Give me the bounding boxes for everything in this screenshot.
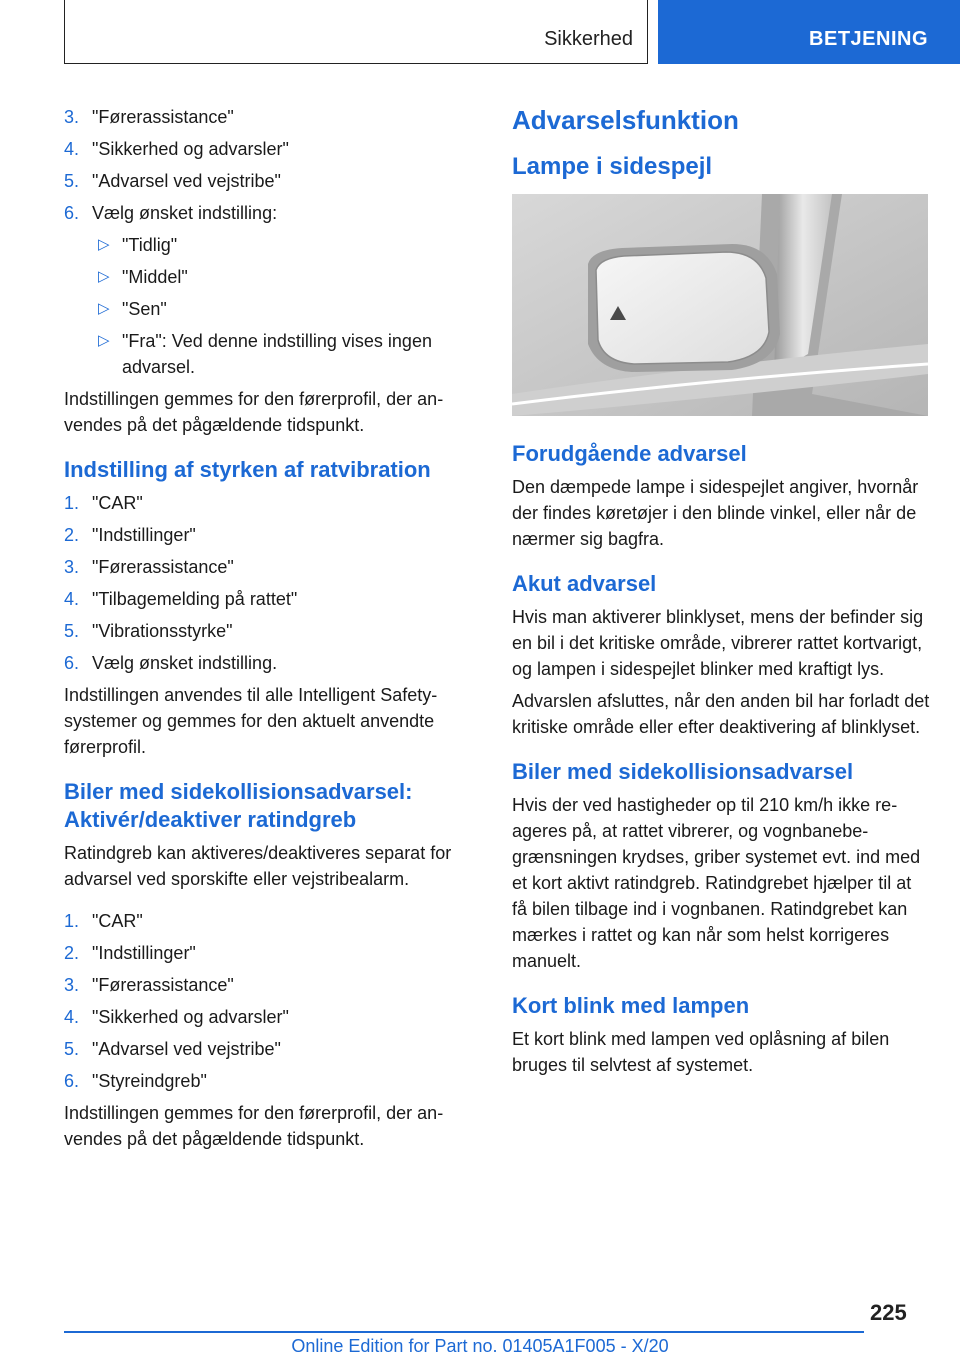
paragraph: Et kort blink med lampen ved oplåsning af bilen bruges til selvtest af systemet. bbox=[512, 1029, 890, 1075]
list-item bbox=[64, 554, 476, 580]
step-number: 2. bbox=[64, 525, 80, 545]
step-text: "Indstillinger" bbox=[92, 525, 196, 545]
list-item bbox=[64, 1068, 476, 1094]
list-item bbox=[64, 908, 476, 934]
paragraph: Advarslen afsluttes, når den anden bil har forladt det kritiske område eller efter deaktivering af blinklyset. bbox=[512, 691, 930, 737]
step-text: Vælg ønsket indstilling: bbox=[92, 203, 278, 223]
right-column bbox=[512, 104, 930, 1084]
list-item bbox=[64, 328, 476, 380]
list-item bbox=[64, 1036, 476, 1062]
option-text: "Sen" bbox=[122, 299, 167, 319]
step-text: "Førerassistance" bbox=[92, 975, 234, 995]
steps-list-c bbox=[64, 908, 476, 1094]
option-text: "Tidlig" bbox=[122, 235, 178, 255]
list-item bbox=[64, 972, 476, 998]
section-heading: Biler med sidekollisionsadvarsel: Aktivér/deaktiver ratindgreb bbox=[64, 779, 413, 832]
section-heading: Kort blink med lampen bbox=[512, 993, 750, 1018]
step-text: "Vibrationsstyrke" bbox=[92, 621, 233, 641]
paragraph: Den dæmpede lampe i sidespejlet angiver, hvornår der findes køretøjer i den blinde vinkel, eller når de nærmer sig bagfra. bbox=[512, 477, 919, 549]
paragraph: Hvis man aktiverer blinklyset, mens der befinder sig en bil i det kritiske område, vibrerer rattet kortvarigt, og lampen i sidespejlet blinker med kraftigt lys. bbox=[512, 607, 924, 679]
step-number: 5. bbox=[64, 171, 80, 191]
chapter-tab-label: BETJENING bbox=[809, 28, 928, 50]
step-text: "Advarsel ved vejstribe" bbox=[92, 171, 281, 191]
step-text: "Sikkerhed og advarsler" bbox=[92, 1007, 289, 1027]
list-item bbox=[64, 1004, 476, 1030]
side-mirror-illustration bbox=[512, 194, 928, 416]
option-list bbox=[64, 232, 476, 380]
footer-divider bbox=[64, 1331, 864, 1333]
list-item bbox=[64, 136, 476, 162]
list-item bbox=[64, 200, 476, 226]
step-text: Vælg ønsket indstilling. bbox=[92, 653, 278, 673]
list-item bbox=[64, 940, 476, 966]
list-item bbox=[64, 586, 476, 612]
step-number: 1. bbox=[64, 911, 80, 931]
step-text: "Førerassistance" bbox=[92, 107, 234, 127]
header-section-box bbox=[64, 0, 648, 64]
paragraph: Indstillingen anvendes til alle Intelligent Safety-systemer og gemmes for den aktuelt anvendte førerprofil. bbox=[64, 685, 438, 757]
list-item bbox=[64, 264, 476, 290]
subsection-title: Lampe i sidespejl bbox=[512, 153, 713, 180]
edition-footer: Online Edition for Part no. 01405A1F005 - X/20 bbox=[291, 1336, 669, 1356]
triangle-bullet-icon: ▷ bbox=[98, 300, 110, 317]
step-number: 4. bbox=[64, 1007, 80, 1027]
step-text: "Tilbagemelding på rattet" bbox=[92, 589, 298, 609]
left-column bbox=[64, 104, 476, 1158]
list-item bbox=[64, 650, 476, 676]
steps-list-b bbox=[64, 490, 476, 676]
section-heading: Biler med sidekollisionsadvarsel bbox=[512, 759, 854, 784]
triangle-bullet-icon: ▷ bbox=[98, 268, 110, 285]
paragraph: Ratindgreb kan aktiveres/deaktiveres separat for advarsel ved sporskifte eller vejstribealarm. bbox=[64, 843, 452, 889]
section-heading: Forudgående advarsel bbox=[512, 441, 747, 466]
steps-list-a bbox=[64, 104, 476, 226]
option-text: "Middel" bbox=[122, 267, 188, 287]
chapter-tab bbox=[658, 0, 960, 64]
step-text: "CAR" bbox=[92, 493, 143, 513]
list-item bbox=[64, 490, 476, 516]
list-item bbox=[64, 522, 476, 548]
list-item bbox=[64, 618, 476, 644]
step-text: "Førerassistance" bbox=[92, 557, 234, 577]
step-number: 6. bbox=[64, 203, 80, 223]
step-number: 2. bbox=[64, 943, 80, 963]
paragraph: Hvis der ved hastigheder op til 210 km/h ikke reageres på, at rattet vibrerer, og vognbanebegrænsningen krydses, griber systemet evt. ind med et kort aktivt ratindgreb. Ratindgrebet hjælper til at få bilen tilbage ind i vognbanen. Ratindgrebet kan mærkes i rattet og kan når som helst korrigeres manuelt. bbox=[512, 795, 921, 971]
section-heading: Akut advarsel bbox=[512, 571, 657, 596]
list-item bbox=[64, 168, 476, 194]
list-item bbox=[64, 232, 476, 258]
paragraph: Indstillingen gemmes for den førerprofil, der anvendes på det pågældende tidspunkt. bbox=[64, 389, 444, 435]
section-heading: Indstilling af styrken af ratvibration bbox=[64, 457, 431, 482]
step-text: "Indstillinger" bbox=[92, 943, 196, 963]
triangle-bullet-icon: ▷ bbox=[98, 332, 110, 349]
option-text: "Fra": Ved denne indstilling vises ingen advarsel. bbox=[122, 331, 432, 377]
page-title: Advarselsfunktion bbox=[512, 105, 739, 135]
list-item bbox=[64, 104, 476, 130]
step-number: 6. bbox=[64, 653, 80, 673]
step-number: 3. bbox=[64, 557, 80, 577]
triangle-bullet-icon: ▷ bbox=[98, 236, 110, 253]
step-text: "Advarsel ved vejstribe" bbox=[92, 1039, 281, 1059]
step-number: 3. bbox=[64, 975, 80, 995]
step-number: 5. bbox=[64, 621, 80, 641]
step-text: "CAR" bbox=[92, 911, 143, 931]
section-title: Sikkerhed bbox=[544, 28, 633, 50]
paragraph: Indstillingen gemmes for den førerprofil, der anvendes på det pågældende tidspunkt. bbox=[64, 1103, 444, 1149]
step-text: "Sikkerhed og advarsler" bbox=[92, 139, 289, 159]
step-number: 4. bbox=[64, 589, 80, 609]
page-number: 225 bbox=[870, 1300, 907, 1325]
list-item bbox=[64, 296, 476, 322]
step-number: 3. bbox=[64, 107, 80, 127]
step-number: 6. bbox=[64, 1071, 80, 1091]
step-number: 5. bbox=[64, 1039, 80, 1059]
step-number: 4. bbox=[64, 139, 80, 159]
step-number: 1. bbox=[64, 493, 80, 513]
step-text: "Styreindgreb" bbox=[92, 1071, 207, 1091]
